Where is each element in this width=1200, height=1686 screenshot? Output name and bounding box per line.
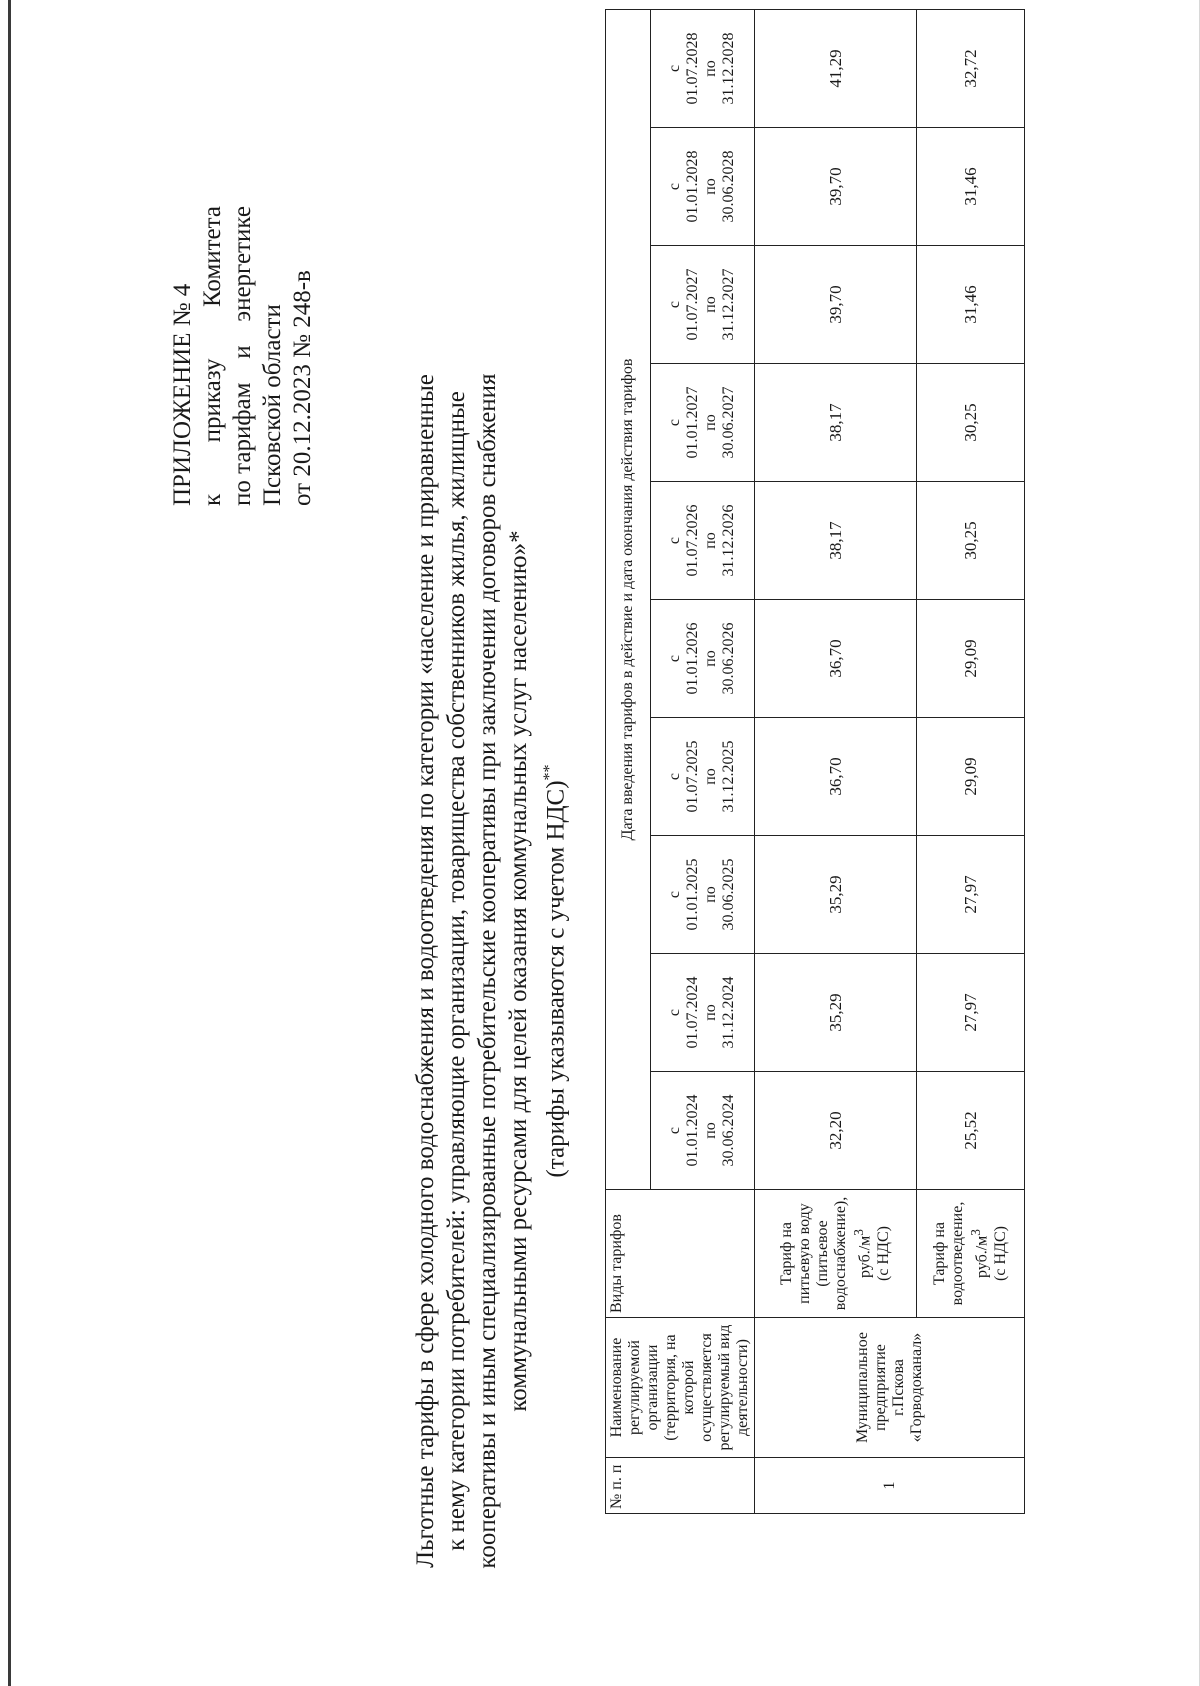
tariff-value: 30,25 — [917, 364, 1025, 482]
tariff-value: 41,29 — [755, 9, 917, 127]
tariffs-table — [605, 9, 1025, 1514]
tariff-value: 29,09 — [917, 718, 1025, 836]
tariff-value: 29,09 — [917, 600, 1025, 718]
appendix-word: и — [229, 345, 256, 359]
tariff-value: 39,70 — [755, 246, 917, 364]
tariff-value: 36,70 — [755, 718, 917, 836]
appendix-line-3 — [228, 206, 258, 506]
appendix-word: энергетике — [229, 206, 256, 322]
table-header-row — [606, 9, 651, 1513]
footnote-mark: ** — [541, 764, 558, 781]
header-organization: Наименование регулируемой организации (территория, на которой осуществляется регулируемый вид деятельности) — [606, 1318, 755, 1458]
period-cell: с 01.07.2027 по 31.12.2027 — [650, 246, 754, 364]
table-row — [755, 9, 917, 1513]
appendix-line-2 — [198, 206, 228, 506]
tariff-value: 27,97 — [917, 954, 1025, 1072]
tariff-value: 35,29 — [755, 954, 917, 1072]
tariff-value: 25,52 — [917, 1072, 1025, 1190]
tariff-value: 27,97 — [917, 836, 1025, 954]
heading-line: к нему категории потребителей: управляющие организации, товарищества собственников жилья, жилищные — [443, 391, 470, 1551]
header-tariff-type: Виды тарифов — [606, 1190, 755, 1318]
organization-name: Муниципальное предприятие г.Пскова «Горводоканал» — [755, 1318, 1025, 1458]
period-cell: с 01.01.2027 по 30.06.2027 — [650, 364, 754, 482]
tariff-value: 36,70 — [755, 600, 917, 718]
period-cell: с 01.07.2028 по 31.12.2028 — [650, 9, 754, 127]
heading-line: кооперативы и иным специализированные потребительские кооперативы при заключении договоров снабжения — [474, 373, 501, 1569]
appendix-block — [168, 206, 318, 506]
tariff-value: 38,17 — [755, 482, 917, 600]
period-cell: с 01.07.2026 по 31.12.2026 — [650, 482, 754, 600]
period-cell: с 01.07.2025 по 31.12.2025 — [650, 718, 754, 836]
period-cell: с 01.01.2025 по 30.06.2025 — [650, 836, 754, 954]
table-row — [917, 9, 1025, 1513]
appendix-word: к — [199, 493, 226, 506]
period-cell: с 01.07.2024 по 31.12.2024 — [650, 954, 754, 1072]
tariff-value: 35,29 — [755, 836, 917, 954]
tariff-value: 30,25 — [917, 482, 1025, 600]
tariff-value: 39,70 — [755, 128, 917, 246]
header-no: № п. п — [606, 1458, 755, 1514]
tariff-value: 32,20 — [755, 1072, 917, 1190]
period-cell: с 01.01.2026 по 30.06.2026 — [650, 600, 754, 718]
appendix-line-5: от 20.12.2023 № 248-в — [289, 270, 316, 506]
tariff-type-cell: Тариф на питьевую воду (питьевое водоснабжение), $руб./м^3$ (с НДС) — [755, 1190, 917, 1318]
tariff-value: 31,46 — [917, 128, 1025, 246]
heading-line: Льготные тарифы в сфере холодного водоснабжения и водоотведения по категории «население и приравненные — [412, 374, 439, 1568]
tariff-value: 31,46 — [917, 246, 1025, 364]
tariff-value: 38,17 — [755, 364, 917, 482]
tariff-type-cell: Тариф на водоотведение, $руб./м^3$ (с НДС) — [917, 1190, 1025, 1318]
appendix-title: ПРИЛОЖЕНИЕ № 4 — [169, 283, 196, 506]
appendix-word: Комитета — [199, 206, 226, 308]
row-number: 1 — [755, 1458, 1025, 1514]
appendix-word: по тарифам — [229, 382, 256, 506]
appendix-line-4: Псковской области — [259, 304, 286, 506]
appendix-word: приказу — [199, 358, 226, 443]
period-cell: с 01.01.2028 по 30.06.2028 — [650, 128, 754, 246]
document-heading — [410, 351, 571, 1591]
period-cell: с 01.01.2024 по 30.06.2024 — [650, 1072, 754, 1190]
heading-line: коммунальными ресурсами для целей оказания коммунальных услуг населению»* — [505, 530, 532, 1412]
tariff-value: 32,72 — [917, 9, 1025, 127]
header-dates: Дата введения тарифов в действие и дата окончания действия тарифов — [606, 9, 651, 1189]
heading-line — [534, 351, 571, 1591]
heading-vat-note: (тарифы указываются с учетом НДС) — [542, 780, 570, 1178]
